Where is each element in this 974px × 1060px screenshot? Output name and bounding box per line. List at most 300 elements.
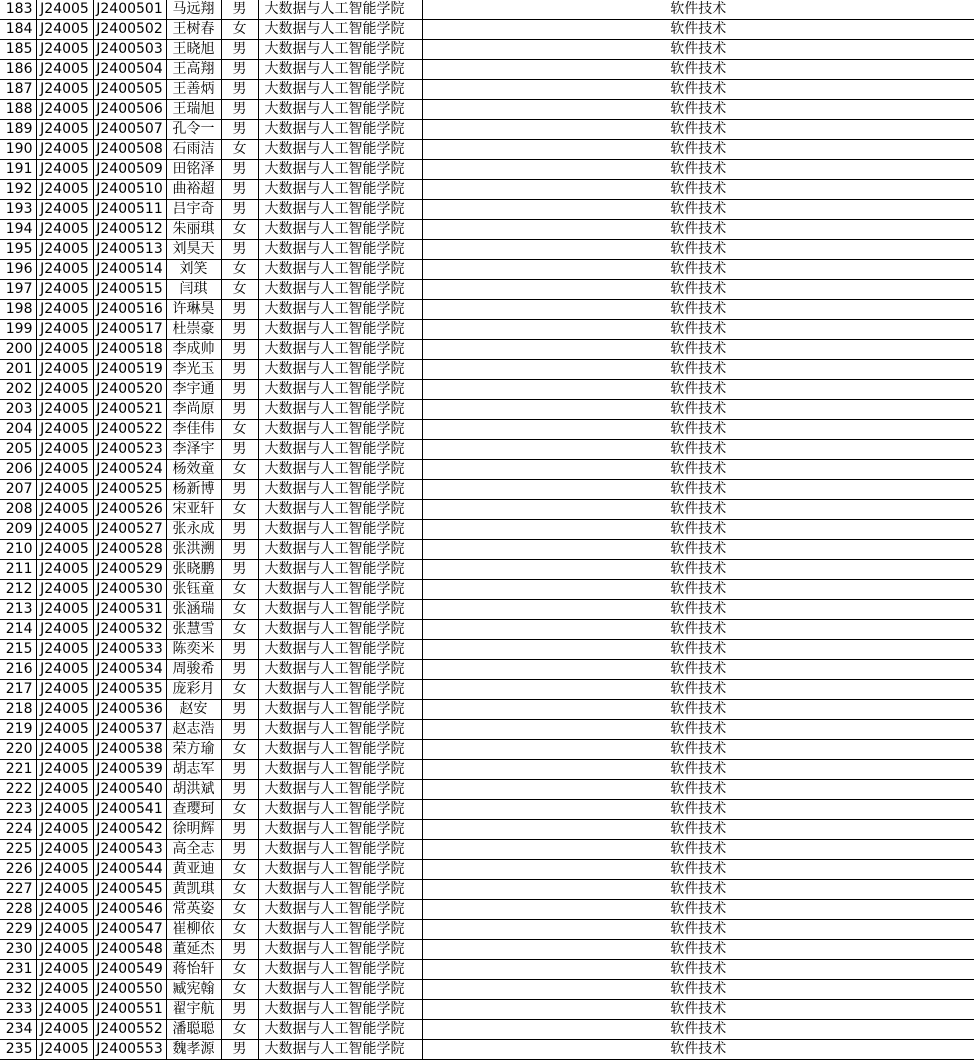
student-name-cell[interactable]: 王高翔 [166,60,221,80]
student-id-cell[interactable]: J2400513 [93,240,166,260]
student-id-cell[interactable]: J2400512 [93,220,166,240]
student-id-cell[interactable]: J2400522 [93,420,166,440]
row-number-cell[interactable]: 227 [0,880,36,900]
row-number-cell[interactable]: 193 [0,200,36,220]
class-code-cell[interactable]: J24005 [36,200,93,220]
row-number-cell[interactable]: 189 [0,120,36,140]
student-id-cell[interactable]: J2400516 [93,300,166,320]
student-id-cell[interactable]: J2400502 [93,20,166,40]
class-code-cell[interactable]: J24005 [36,60,93,80]
student-id-cell[interactable]: J2400531 [93,600,166,620]
major-cell[interactable]: 软件技术 [422,380,974,400]
student-name-cell[interactable]: 张慧雪 [166,620,221,640]
student-name-cell[interactable]: 李光玉 [166,360,221,380]
gender-cell[interactable]: 男 [221,400,258,420]
major-cell[interactable]: 软件技术 [422,580,974,600]
student-id-cell[interactable]: J2400533 [93,640,166,660]
gender-cell[interactable]: 男 [221,200,258,220]
class-code-cell[interactable]: J24005 [36,600,93,620]
gender-cell[interactable]: 女 [221,960,258,980]
gender-cell[interactable]: 女 [221,740,258,760]
class-code-cell[interactable]: J24005 [36,240,93,260]
gender-cell[interactable]: 男 [221,700,258,720]
major-cell[interactable]: 软件技术 [422,720,974,740]
major-cell[interactable]: 软件技术 [422,660,974,680]
student-name-cell[interactable]: 许琳昊 [166,300,221,320]
class-code-cell[interactable]: J24005 [36,880,93,900]
row-number-cell[interactable]: 186 [0,60,36,80]
major-cell[interactable]: 软件技术 [422,100,974,120]
gender-cell[interactable]: 男 [221,320,258,340]
college-cell[interactable]: 大数据与人工智能学院 [258,560,422,580]
gender-cell[interactable]: 男 [221,160,258,180]
class-code-cell[interactable]: J24005 [36,720,93,740]
student-id-cell[interactable]: J2400501 [93,0,166,20]
college-cell[interactable]: 大数据与人工智能学院 [258,980,422,1000]
college-cell[interactable]: 大数据与人工智能学院 [258,180,422,200]
class-code-cell[interactable]: J24005 [36,140,93,160]
class-code-cell[interactable]: J24005 [36,520,93,540]
student-name-cell[interactable]: 李尚原 [166,400,221,420]
gender-cell[interactable]: 女 [221,220,258,240]
college-cell[interactable]: 大数据与人工智能学院 [258,100,422,120]
class-code-cell[interactable]: J24005 [36,420,93,440]
student-id-cell[interactable]: J2400520 [93,380,166,400]
major-cell[interactable]: 软件技术 [422,440,974,460]
student-id-cell[interactable]: J2400527 [93,520,166,540]
college-cell[interactable]: 大数据与人工智能学院 [258,780,422,800]
college-cell[interactable]: 大数据与人工智能学院 [258,860,422,880]
class-code-cell[interactable]: J24005 [36,180,93,200]
college-cell[interactable]: 大数据与人工智能学院 [258,960,422,980]
student-name-cell[interactable]: 张永成 [166,520,221,540]
row-number-cell[interactable]: 209 [0,520,36,540]
student-id-cell[interactable]: J2400508 [93,140,166,160]
student-name-cell[interactable]: 李泽宇 [166,440,221,460]
gender-cell[interactable]: 女 [221,580,258,600]
student-id-cell[interactable]: J2400517 [93,320,166,340]
class-code-cell[interactable]: J24005 [36,460,93,480]
class-code-cell[interactable]: J24005 [36,700,93,720]
gender-cell[interactable]: 男 [221,380,258,400]
gender-cell[interactable]: 男 [221,760,258,780]
student-id-cell[interactable]: J2400506 [93,100,166,120]
student-name-cell[interactable]: 吕宇奇 [166,200,221,220]
row-number-cell[interactable]: 195 [0,240,36,260]
student-name-cell[interactable]: 臧宪翰 [166,980,221,1000]
gender-cell[interactable]: 女 [221,140,258,160]
major-cell[interactable]: 软件技术 [422,800,974,820]
gender-cell[interactable]: 男 [221,0,258,20]
row-number-cell[interactable]: 199 [0,320,36,340]
student-id-cell[interactable]: J2400514 [93,260,166,280]
college-cell[interactable]: 大数据与人工智能学院 [258,320,422,340]
student-name-cell[interactable]: 翟宇航 [166,1000,221,1020]
major-cell[interactable]: 软件技术 [422,280,974,300]
student-id-cell[interactable]: J2400549 [93,960,166,980]
gender-cell[interactable]: 男 [221,820,258,840]
gender-cell[interactable]: 男 [221,1000,258,1020]
row-number-cell[interactable]: 220 [0,740,36,760]
class-code-cell[interactable]: J24005 [36,740,93,760]
student-name-cell[interactable]: 潘聪聪 [166,1020,221,1040]
college-cell[interactable]: 大数据与人工智能学院 [258,160,422,180]
student-name-cell[interactable]: 孔令一 [166,120,221,140]
student-name-cell[interactable]: 田铭泽 [166,160,221,180]
college-cell[interactable]: 大数据与人工智能学院 [258,60,422,80]
class-code-cell[interactable]: J24005 [36,640,93,660]
major-cell[interactable]: 软件技术 [422,900,974,920]
student-name-cell[interactable]: 崔柳依 [166,920,221,940]
student-name-cell[interactable]: 朱丽琪 [166,220,221,240]
row-number-cell[interactable]: 206 [0,460,36,480]
class-code-cell[interactable]: J24005 [36,20,93,40]
row-number-cell[interactable]: 217 [0,680,36,700]
gender-cell[interactable]: 男 [221,60,258,80]
college-cell[interactable]: 大数据与人工智能学院 [258,820,422,840]
gender-cell[interactable]: 女 [221,900,258,920]
class-code-cell[interactable]: J24005 [36,1040,93,1060]
major-cell[interactable]: 软件技术 [422,640,974,660]
college-cell[interactable]: 大数据与人工智能学院 [258,620,422,640]
major-cell[interactable]: 软件技术 [422,160,974,180]
major-cell[interactable]: 软件技术 [422,480,974,500]
major-cell[interactable]: 软件技术 [422,260,974,280]
student-name-cell[interactable]: 赵安 [166,700,221,720]
major-cell[interactable]: 软件技术 [422,1040,974,1060]
student-id-cell[interactable]: J2400532 [93,620,166,640]
student-name-cell[interactable]: 石雨洁 [166,140,221,160]
row-number-cell[interactable]: 213 [0,600,36,620]
major-cell[interactable]: 软件技术 [422,620,974,640]
college-cell[interactable]: 大数据与人工智能学院 [258,800,422,820]
row-number-cell[interactable]: 207 [0,480,36,500]
major-cell[interactable]: 软件技术 [422,680,974,700]
class-code-cell[interactable]: J24005 [36,580,93,600]
gender-cell[interactable]: 男 [221,1040,258,1060]
class-code-cell[interactable]: J24005 [36,80,93,100]
class-code-cell[interactable]: J24005 [36,380,93,400]
major-cell[interactable]: 软件技术 [422,840,974,860]
major-cell[interactable]: 软件技术 [422,1000,974,1020]
college-cell[interactable]: 大数据与人工智能学院 [258,700,422,720]
college-cell[interactable]: 大数据与人工智能学院 [258,680,422,700]
college-cell[interactable]: 大数据与人工智能学院 [258,920,422,940]
major-cell[interactable]: 软件技术 [422,80,974,100]
college-cell[interactable]: 大数据与人工智能学院 [258,640,422,660]
student-name-cell[interactable]: 庞彩月 [166,680,221,700]
class-code-cell[interactable]: J24005 [36,660,93,680]
student-id-cell[interactable]: J2400503 [93,40,166,60]
student-id-cell[interactable]: J2400525 [93,480,166,500]
gender-cell[interactable]: 男 [221,360,258,380]
college-cell[interactable]: 大数据与人工智能学院 [258,200,422,220]
row-number-cell[interactable]: 221 [0,760,36,780]
student-name-cell[interactable]: 杜崇豪 [166,320,221,340]
college-cell[interactable]: 大数据与人工智能学院 [258,120,422,140]
gender-cell[interactable]: 女 [221,600,258,620]
gender-cell[interactable]: 男 [221,940,258,960]
college-cell[interactable]: 大数据与人工智能学院 [258,880,422,900]
student-id-cell[interactable]: J2400519 [93,360,166,380]
row-number-cell[interactable]: 194 [0,220,36,240]
gender-cell[interactable]: 男 [221,520,258,540]
row-number-cell[interactable]: 200 [0,340,36,360]
student-name-cell[interactable]: 王善炳 [166,80,221,100]
class-code-cell[interactable]: J24005 [36,440,93,460]
row-number-cell[interactable]: 222 [0,780,36,800]
student-name-cell[interactable]: 黄亚迪 [166,860,221,880]
class-code-cell[interactable]: J24005 [36,540,93,560]
student-name-cell[interactable]: 胡洪斌 [166,780,221,800]
student-name-cell[interactable]: 蒋怡轩 [166,960,221,980]
row-number-cell[interactable]: 210 [0,540,36,560]
major-cell[interactable]: 软件技术 [422,760,974,780]
student-name-cell[interactable]: 杨效童 [166,460,221,480]
college-cell[interactable]: 大数据与人工智能学院 [258,760,422,780]
class-code-cell[interactable]: J24005 [36,480,93,500]
gender-cell[interactable]: 女 [221,680,258,700]
row-number-cell[interactable]: 202 [0,380,36,400]
class-code-cell[interactable]: J24005 [36,160,93,180]
student-name-cell[interactable]: 王瑞旭 [166,100,221,120]
class-code-cell[interactable]: J24005 [36,400,93,420]
gender-cell[interactable]: 男 [221,560,258,580]
student-id-cell[interactable]: J2400547 [93,920,166,940]
student-name-cell[interactable]: 赵志浩 [166,720,221,740]
class-code-cell[interactable]: J24005 [36,220,93,240]
class-code-cell[interactable]: J24005 [36,120,93,140]
major-cell[interactable]: 软件技术 [422,980,974,1000]
student-name-cell[interactable]: 胡志军 [166,760,221,780]
class-code-cell[interactable]: J24005 [36,920,93,940]
row-number-cell[interactable]: 198 [0,300,36,320]
major-cell[interactable]: 软件技术 [422,460,974,480]
major-cell[interactable]: 软件技术 [422,880,974,900]
major-cell[interactable]: 软件技术 [422,500,974,520]
student-name-cell[interactable]: 徐明辉 [166,820,221,840]
college-cell[interactable]: 大数据与人工智能学院 [258,480,422,500]
student-name-cell[interactable]: 李成帅 [166,340,221,360]
student-name-cell[interactable]: 荣方瑜 [166,740,221,760]
college-cell[interactable]: 大数据与人工智能学院 [258,940,422,960]
gender-cell[interactable]: 男 [221,780,258,800]
row-number-cell[interactable]: 230 [0,940,36,960]
major-cell[interactable]: 软件技术 [422,200,974,220]
row-number-cell[interactable]: 208 [0,500,36,520]
major-cell[interactable]: 软件技术 [422,20,974,40]
row-number-cell[interactable]: 216 [0,660,36,680]
student-id-cell[interactable]: J2400504 [93,60,166,80]
college-cell[interactable]: 大数据与人工智能学院 [258,600,422,620]
student-name-cell[interactable]: 查璎珂 [166,800,221,820]
college-cell[interactable]: 大数据与人工智能学院 [258,660,422,680]
row-number-cell[interactable]: 225 [0,840,36,860]
class-code-cell[interactable]: J24005 [36,940,93,960]
row-number-cell[interactable]: 188 [0,100,36,120]
class-code-cell[interactable]: J24005 [36,320,93,340]
gender-cell[interactable]: 女 [221,280,258,300]
class-code-cell[interactable]: J24005 [36,300,93,320]
student-id-cell[interactable]: J2400546 [93,900,166,920]
row-number-cell[interactable]: 214 [0,620,36,640]
student-id-cell[interactable]: J2400521 [93,400,166,420]
row-number-cell[interactable]: 228 [0,900,36,920]
row-number-cell[interactable]: 235 [0,1040,36,1060]
college-cell[interactable]: 大数据与人工智能学院 [258,1040,422,1060]
gender-cell[interactable]: 女 [221,980,258,1000]
class-code-cell[interactable]: J24005 [36,360,93,380]
college-cell[interactable]: 大数据与人工智能学院 [258,20,422,40]
student-id-cell[interactable]: J2400515 [93,280,166,300]
major-cell[interactable]: 软件技术 [422,940,974,960]
major-cell[interactable]: 软件技术 [422,120,974,140]
student-id-cell[interactable]: J2400541 [93,800,166,820]
row-number-cell[interactable]: 232 [0,980,36,1000]
class-code-cell[interactable]: J24005 [36,0,93,20]
student-name-cell[interactable]: 黄凯琪 [166,880,221,900]
student-id-cell[interactable]: J2400550 [93,980,166,1000]
major-cell[interactable]: 软件技术 [422,60,974,80]
college-cell[interactable]: 大数据与人工智能学院 [258,460,422,480]
gender-cell[interactable]: 男 [221,300,258,320]
student-name-cell[interactable]: 周骏希 [166,660,221,680]
student-name-cell[interactable]: 魏孝源 [166,1040,221,1060]
student-id-cell[interactable]: J2400518 [93,340,166,360]
row-number-cell[interactable]: 201 [0,360,36,380]
gender-cell[interactable]: 男 [221,80,258,100]
major-cell[interactable]: 软件技术 [422,240,974,260]
student-name-cell[interactable]: 张钰童 [166,580,221,600]
student-id-cell[interactable]: J2400551 [93,1000,166,1020]
student-name-cell[interactable]: 刘笑 [166,260,221,280]
gender-cell[interactable]: 男 [221,100,258,120]
student-name-cell[interactable]: 李佳伟 [166,420,221,440]
major-cell[interactable]: 软件技术 [422,600,974,620]
college-cell[interactable]: 大数据与人工智能学院 [258,360,422,380]
college-cell[interactable]: 大数据与人工智能学院 [258,340,422,360]
row-number-cell[interactable]: 197 [0,280,36,300]
major-cell[interactable]: 软件技术 [422,180,974,200]
class-code-cell[interactable]: J24005 [36,980,93,1000]
gender-cell[interactable]: 女 [221,860,258,880]
row-number-cell[interactable]: 226 [0,860,36,880]
row-number-cell[interactable]: 234 [0,1020,36,1040]
class-code-cell[interactable]: J24005 [36,820,93,840]
student-id-cell[interactable]: J2400553 [93,1040,166,1060]
student-id-cell[interactable]: J2400523 [93,440,166,460]
student-name-cell[interactable]: 陈奕米 [166,640,221,660]
student-id-cell[interactable]: J2400535 [93,680,166,700]
major-cell[interactable]: 软件技术 [422,520,974,540]
student-name-cell[interactable]: 张晓鹏 [166,560,221,580]
gender-cell[interactable]: 女 [221,1020,258,1040]
class-code-cell[interactable]: J24005 [36,760,93,780]
row-number-cell[interactable]: 211 [0,560,36,580]
class-code-cell[interactable]: J24005 [36,800,93,820]
major-cell[interactable]: 软件技术 [422,860,974,880]
student-id-cell[interactable]: J2400545 [93,880,166,900]
student-name-cell[interactable]: 高全志 [166,840,221,860]
row-number-cell[interactable]: 204 [0,420,36,440]
student-id-cell[interactable]: J2400540 [93,780,166,800]
class-code-cell[interactable]: J24005 [36,1000,93,1020]
class-code-cell[interactable]: J24005 [36,1020,93,1040]
major-cell[interactable]: 软件技术 [422,820,974,840]
row-number-cell[interactable]: 231 [0,960,36,980]
gender-cell[interactable]: 女 [221,620,258,640]
class-code-cell[interactable]: J24005 [36,780,93,800]
student-id-cell[interactable]: J2400534 [93,660,166,680]
student-id-cell[interactable]: J2400505 [93,80,166,100]
gender-cell[interactable]: 男 [221,480,258,500]
gender-cell[interactable]: 男 [221,340,258,360]
student-id-cell[interactable]: J2400537 [93,720,166,740]
row-number-cell[interactable]: 187 [0,80,36,100]
gender-cell[interactable]: 女 [221,260,258,280]
student-name-cell[interactable]: 王树春 [166,20,221,40]
row-number-cell[interactable]: 215 [0,640,36,660]
row-number-cell[interactable]: 205 [0,440,36,460]
college-cell[interactable]: 大数据与人工智能学院 [258,380,422,400]
student-id-cell[interactable]: J2400542 [93,820,166,840]
class-code-cell[interactable]: J24005 [36,620,93,640]
student-id-cell[interactable]: J2400528 [93,540,166,560]
college-cell[interactable]: 大数据与人工智能学院 [258,1020,422,1040]
student-id-cell[interactable]: J2400526 [93,500,166,520]
student-id-cell[interactable]: J2400536 [93,700,166,720]
major-cell[interactable]: 软件技术 [422,960,974,980]
major-cell[interactable]: 软件技术 [422,0,974,20]
student-id-cell[interactable]: J2400544 [93,860,166,880]
row-number-cell[interactable]: 203 [0,400,36,420]
student-id-cell[interactable]: J2400543 [93,840,166,860]
college-cell[interactable]: 大数据与人工智能学院 [258,400,422,420]
row-number-cell[interactable]: 196 [0,260,36,280]
college-cell[interactable]: 大数据与人工智能学院 [258,300,422,320]
row-number-cell[interactable]: 229 [0,920,36,940]
class-code-cell[interactable]: J24005 [36,860,93,880]
gender-cell[interactable]: 男 [221,640,258,660]
gender-cell[interactable]: 女 [221,880,258,900]
student-name-cell[interactable]: 马远翔 [166,0,221,20]
student-name-cell[interactable]: 常英姿 [166,900,221,920]
gender-cell[interactable]: 男 [221,720,258,740]
student-name-cell[interactable]: 曲裕超 [166,180,221,200]
major-cell[interactable]: 软件技术 [422,140,974,160]
class-code-cell[interactable]: J24005 [36,680,93,700]
student-id-cell[interactable]: J2400548 [93,940,166,960]
gender-cell[interactable]: 男 [221,240,258,260]
student-name-cell[interactable]: 张洪溯 [166,540,221,560]
college-cell[interactable]: 大数据与人工智能学院 [258,40,422,60]
gender-cell[interactable]: 男 [221,440,258,460]
college-cell[interactable]: 大数据与人工智能学院 [258,540,422,560]
major-cell[interactable]: 软件技术 [422,220,974,240]
gender-cell[interactable]: 男 [221,840,258,860]
college-cell[interactable]: 大数据与人工智能学院 [258,140,422,160]
gender-cell[interactable]: 男 [221,120,258,140]
row-number-cell[interactable]: 223 [0,800,36,820]
row-number-cell[interactable]: 233 [0,1000,36,1020]
student-name-cell[interactable]: 杨新博 [166,480,221,500]
major-cell[interactable]: 软件技术 [422,420,974,440]
student-name-cell[interactable]: 董延杰 [166,940,221,960]
row-number-cell[interactable]: 183 [0,0,36,20]
gender-cell[interactable]: 女 [221,920,258,940]
student-id-cell[interactable]: J2400509 [93,160,166,180]
student-name-cell[interactable]: 刘昊天 [166,240,221,260]
